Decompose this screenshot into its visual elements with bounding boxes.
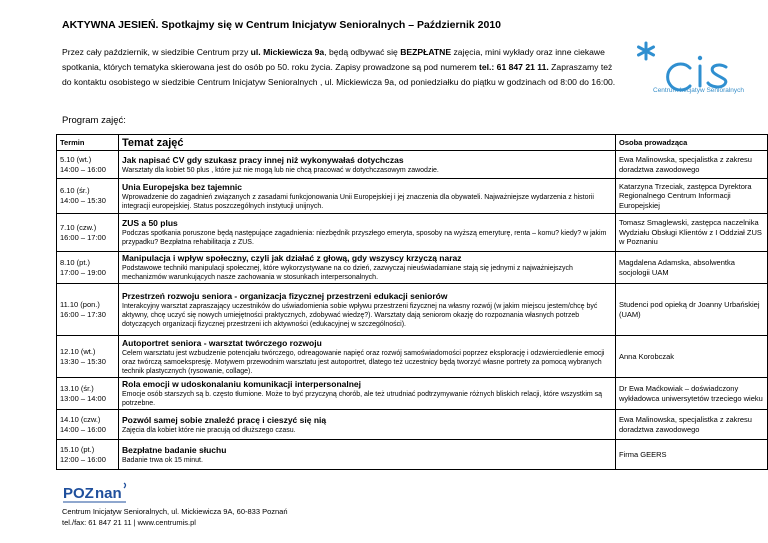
- session-description: Emocje osób starszych są b. często tłumione. Może to być przyczyną chorób, ale też utrudniać podtrzymywanie różnych bliskich relacji, które wszystkim są potrzebne.: [122, 391, 603, 407]
- session-host: Tomasz Smaglewski, zastępca naczelnika Wydziału Obsługi Klientów z I Oddział ZUS w Poznaniu: [616, 214, 768, 252]
- session-host: Anna Korobczak: [616, 336, 768, 378]
- session-date: 7.10 (czw.): [60, 222, 97, 232]
- session-host: Dr Ewa Maćkowiak – doświadczony wykładowca uniwersytetów trzeciego wieku: [616, 378, 768, 410]
- session-host: Magdalena Adamska, absolwentka socjologii UAM: [616, 252, 768, 284]
- session-description: Zajęcia dla kobiet które nie pracują od dłuższego czasu.: [122, 426, 296, 434]
- table-header-row: [57, 135, 768, 151]
- session-description: Wprowadzenie do zagadnień związanych z zasadami funkcjonowania Unii Europejskiej i jej znaczenia dla obywateli. Najważniejsze wydarzenia z historii integracji europejskiej. Status poszczególnych instytucji unijnych.: [122, 193, 594, 210]
- session-time: 17:00 – 19:00: [60, 267, 106, 277]
- footer-address: Centrum Inicjatyw Senioralnych, ul. Mickiewicza 9A, 60-833 Poznań: [62, 507, 288, 516]
- intro-text-2: , będą odbywać się: [324, 47, 401, 57]
- svg-text:nan: nan: [95, 485, 122, 502]
- table-row: [57, 214, 768, 252]
- session-date: 12.10 (wt.): [60, 346, 96, 356]
- session-description: Badanie trwa ok 15 minut.: [122, 456, 203, 464]
- session-title: Manipulacja i wpływ społeczny, czyli jak działać z głową, gdy wszyscy krzyczą naraz: [122, 253, 462, 263]
- session-topic: [119, 151, 616, 179]
- session-topic: [119, 378, 616, 410]
- session-topic: [119, 410, 616, 440]
- session-topic: [119, 252, 616, 284]
- cis-logo-subtitle: Centrum Inicjatyw Senioralnych: [653, 87, 745, 94]
- session-description: Podstawowe techniki manipulacji społecznej, które wykorzystywane na co dzień, zazwyczaj nieuświadamiane stają się jednymi z najważniejszych mechanizmów warunkujących nasze zachowania w stosunkach interpersonalnych.: [122, 265, 573, 281]
- session-host: Ewa Malinowska, specjalistka z zakresu doradztwa zawodowego: [616, 410, 768, 440]
- poznan-logo: [62, 481, 128, 506]
- table-row: [57, 378, 768, 410]
- session-title: Bezpłatne badanie słuchu: [122, 444, 227, 455]
- session-date: 6.10 (śr.): [60, 186, 90, 195]
- session-date: 13.10 (śr.): [60, 383, 94, 393]
- session-time: 14:00 – 15:30: [60, 196, 106, 205]
- intro-text-4: Zapraszamy też do kontaktu osobistego w siedzibie Centrum Inicjatyw Senioralnych , ul. Mickiewicza 9a, od poniedziałku do piątku w godzinach od 8:00 do 16:00.: [62, 62, 616, 87]
- session-date-time: [57, 440, 119, 470]
- header-person: Osoba prowadząca: [616, 135, 768, 151]
- intro-address: ul. Mickiewicza 9a: [250, 47, 325, 57]
- session-date-time: [57, 336, 119, 378]
- session-time: 13:00 – 14:00: [60, 393, 106, 403]
- footer-contact: tel./fax: 61 847 21 11 | www.centrumis.pl: [62, 518, 196, 527]
- session-title: Unia Europejska bez tajemnic: [122, 181, 242, 192]
- header-when: Termin: [57, 135, 119, 151]
- session-topic: [119, 440, 616, 470]
- session-host: Ewa Malinowska, specjalistka z zakresu doradztwa zawodowego: [616, 151, 768, 179]
- session-title: Jak napisać CV gdy szukasz pracy innej niż wykonywałaś dotychczas: [122, 154, 404, 165]
- program-label: Program zajęć:: [62, 115, 126, 126]
- session-topic: [119, 179, 616, 214]
- session-date: 11.10 (pon.): [60, 299, 100, 309]
- table-row: [57, 410, 768, 440]
- session-title: Przestrzeń rozwoju seniora - organizacja fizycznej przestrzeni edukacji seniorów: [122, 290, 448, 301]
- intro-text-1: Przez cały październik, w siedzibie Centrum przy: [62, 47, 251, 57]
- session-topic: [119, 214, 616, 252]
- session-time: 13:30 – 15:30: [60, 356, 106, 366]
- intro-paragraph: [62, 45, 622, 90]
- session-date-time: [57, 284, 119, 336]
- session-date: 8.10 (pt.): [60, 257, 91, 267]
- session-date: 15.10 (pt.): [60, 444, 95, 454]
- session-description: Interakcyjny warsztat zapraszający uczestników do uświadomienia sobie wpływu przestrzeni fizycznej na własny rozwój (w jakim miejscu jestem/chcę być aktywny, chcę uczyć się nowych umiejętności praktycznych, zdobywać wiedzę?). Warsztaty dają seniorom okazję do rozpoznania własnych potrzeb dotyczących organizacji fizycznej przestrzeni ich aktywności (edukacyjnej w szczególności).: [122, 302, 598, 328]
- header-topic: Temat zajęć: [119, 135, 616, 151]
- table-row: [57, 151, 768, 179]
- session-description: Celem warsztatu jest wzbudzenie potencjału twórczego, odreagowanie napięć oraz rozwój samoświadomości poprzez eksplorację i odzwierciedlenie emocji oraz twórczą samoekspresję. Motywem przewodnim warsztatu jest autoportret, dlatego też uczestnicy będą tworzyć własne portrety za pomocą wybranych technik plastycznych (rysowanie, collage).: [122, 349, 605, 375]
- session-time: 16:00 – 17:00: [60, 232, 106, 242]
- session-date: 14.10 (czw.): [60, 414, 101, 424]
- table-row: [57, 284, 768, 336]
- session-host: Katarzyna Trzeciak, zastępca Dyrektora Regionalnego Centrum Informacji Europejskiej: [616, 179, 768, 214]
- session-description: Podczas spotkania poruszone będą następujące zagadnienia: niezbędnik przyszłego emeryta, sposoby na wyższą emeryturę, renta – komu? kiedy? w jakim przypadku? Bezpłatna rehabilitacja z ZUS.: [122, 230, 607, 246]
- session-time: 14:00 – 16:00: [60, 424, 106, 434]
- session-title: Autoportret seniora - warsztat twórczego rozwoju: [122, 337, 322, 348]
- session-title: Rola emocji w udoskonalaniu komunikacji interpersonalnej: [122, 379, 362, 389]
- table-row: [57, 179, 768, 214]
- document-title: AKTYWNA JESIEŃ. Spotkajmy się w Centrum Inicjatyw Senioralnych – Październik 2010: [62, 19, 501, 31]
- session-title: ZUS a 50 plus: [122, 218, 178, 228]
- session-date-time: [57, 378, 119, 410]
- session-topic: [119, 284, 616, 336]
- session-time: 16:00 – 17:30: [60, 309, 106, 319]
- session-date-time: [57, 252, 119, 284]
- session-date: 5.10 (wt.): [60, 154, 92, 164]
- svg-text:POZ: POZ: [63, 485, 94, 502]
- schedule-table: [56, 134, 768, 470]
- table-row: [57, 336, 768, 378]
- session-date-time: [57, 151, 119, 179]
- session-time: 12:00 – 16:00: [60, 454, 106, 464]
- table-row: [57, 440, 768, 470]
- session-date-time: [57, 410, 119, 440]
- intro-text-3: zajęcia, mini wykłady oraz inne ciekawe spotkania, których tematyka skierowana jest do osób po 50. roku życia. Zapisy prowadzone są pod numerem: [62, 47, 605, 72]
- footer: [62, 506, 288, 528]
- session-title: Pozwól samej sobie znaleźć pracę i cieszyć się nią: [122, 414, 327, 425]
- session-date-time: [57, 179, 119, 214]
- session-date-time: [57, 214, 119, 252]
- table-row: [57, 252, 768, 284]
- session-time: 14:00 – 16:00: [60, 164, 106, 174]
- session-host: Studenci pod opieką dr Joanny Urbańskiej (UAM): [616, 284, 768, 336]
- session-host: Firma GEERS: [616, 440, 768, 470]
- session-description: Warsztaty dla kobiet 50 plus , które już nie mogą lub nie chcą pracować w dotychczasowym zawodzie.: [122, 166, 439, 174]
- intro-free: BEZPŁATNE: [400, 47, 452, 57]
- intro-phone: tel.: 61 847 21 11.: [479, 62, 549, 72]
- session-topic: [119, 336, 616, 378]
